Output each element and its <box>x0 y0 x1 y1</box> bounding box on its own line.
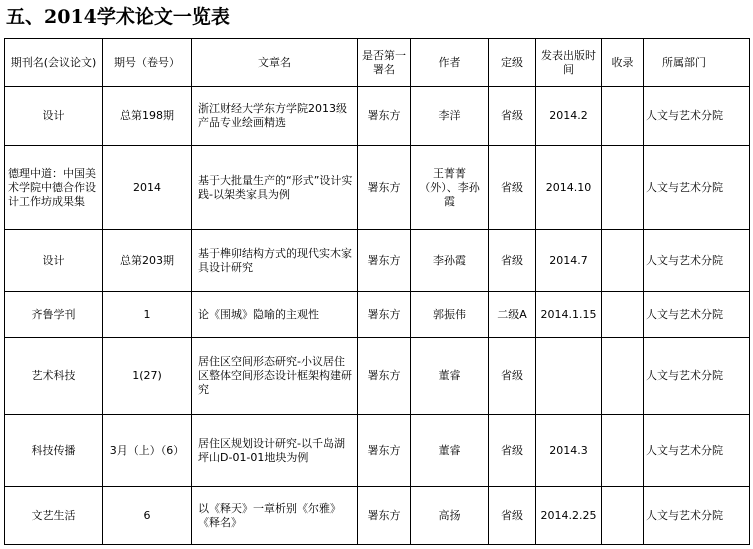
cell-first-signed: 署东方 <box>358 292 411 338</box>
cell-article: 基于榫卯结构方式的现代实木家具设计研究 <box>192 230 358 292</box>
cell-level: 省级 <box>489 87 536 146</box>
cell-issue: 1(27) <box>103 338 192 415</box>
papers-table <box>4 38 750 545</box>
cell-journal: 设计 <box>5 87 103 146</box>
cell-author: 董睿 <box>411 415 489 487</box>
cell-dept: 人文与艺术分院 <box>644 146 750 230</box>
cell-author: 董睿 <box>411 338 489 415</box>
cell-dept: 人文与艺术分院 <box>644 230 750 292</box>
cell-issue: 1 <box>103 292 192 338</box>
cell-level: 省级 <box>489 415 536 487</box>
cell-dept: 人文与艺术分院 <box>644 292 750 338</box>
table-row <box>5 230 750 292</box>
cell-level: 省级 <box>489 230 536 292</box>
cell-article: 以《释天》一章析别《尔雅》《释名》 <box>192 487 358 545</box>
cell-article: 浙江财经大学东方学院2013级产品专业绘画精选 <box>192 87 358 146</box>
header-pub-date: 发表出版时间 <box>536 39 602 87</box>
cell-dept: 人文与艺术分院 <box>644 338 750 415</box>
cell-dept: 人文与艺术分院 <box>644 487 750 545</box>
cell-journal: 设计 <box>5 230 103 292</box>
cell-pub-date: 2014.1.15 <box>536 292 602 338</box>
cell-indexed <box>602 230 644 292</box>
cell-level: 省级 <box>489 338 536 415</box>
cell-author: 郭振伟 <box>411 292 489 338</box>
cell-first-signed: 署东方 <box>358 87 411 146</box>
table-row <box>5 292 750 338</box>
cell-author: 王菁菁（外）、李孙霞 <box>411 146 489 230</box>
cell-first-signed: 署东方 <box>358 487 411 545</box>
header-indexed: 收录 <box>602 39 644 87</box>
cell-issue: 2014 <box>103 146 192 230</box>
cell-indexed <box>602 292 644 338</box>
cell-level: 省级 <box>489 146 536 230</box>
page-title: 五、2014学术论文一览表 <box>6 6 230 28</box>
header-article: 文章名 <box>192 39 358 87</box>
header-author: 作者 <box>411 39 489 87</box>
table-row <box>5 87 750 146</box>
header-level: 定级 <box>489 39 536 87</box>
cell-journal: 齐鲁学刊 <box>5 292 103 338</box>
cell-author: 高扬 <box>411 487 489 545</box>
cell-author: 李洋 <box>411 87 489 146</box>
cell-journal: 科技传播 <box>5 415 103 487</box>
header-row <box>5 39 750 87</box>
cell-article: 论《围城》隐喻的主观性 <box>192 292 358 338</box>
header-issue: 期号（卷号） <box>103 39 192 87</box>
cell-first-signed: 署东方 <box>358 146 411 230</box>
cell-indexed <box>602 146 644 230</box>
cell-article: 居住区空间形态研究-小议居住区整体空间形态设计框架构建研究 <box>192 338 358 415</box>
table-row <box>5 487 750 545</box>
cell-article: 居住区规划设计研究-以千岛湖坪山D-01-01地块为例 <box>192 415 358 487</box>
table-row <box>5 146 750 230</box>
cell-level: 二级A <box>489 292 536 338</box>
cell-indexed <box>602 415 644 487</box>
table-row <box>5 338 750 415</box>
cell-dept: 人文与艺术分院 <box>644 415 750 487</box>
cell-pub-date <box>536 338 602 415</box>
cell-indexed <box>602 87 644 146</box>
cell-pub-date: 2014.10 <box>536 146 602 230</box>
cell-first-signed: 署东方 <box>358 230 411 292</box>
cell-pub-date: 2014.7 <box>536 230 602 292</box>
cell-first-signed: 署东方 <box>358 338 411 415</box>
cell-article: 基于大批量生产的“形式”设计实践-以架类家具为例 <box>192 146 358 230</box>
header-dept: 所属部门 <box>644 39 750 87</box>
cell-pub-date: 2014.2 <box>536 87 602 146</box>
cell-first-signed: 署东方 <box>358 415 411 487</box>
cell-pub-date: 2014.3 <box>536 415 602 487</box>
cell-issue: 3月（上）（6） <box>103 415 192 487</box>
cell-indexed <box>602 487 644 545</box>
cell-journal: 艺术科技 <box>5 338 103 415</box>
cell-pub-date: 2014.2.25 <box>536 487 602 545</box>
header-journal: 期刊名(会议论文) <box>5 39 103 87</box>
cell-dept: 人文与艺术分院 <box>644 87 750 146</box>
cell-journal: 文艺生活 <box>5 487 103 545</box>
cell-issue: 总第198期 <box>103 87 192 146</box>
cell-journal: 德理中道：中国美术学院中德合作设计工作坊成果集 <box>5 146 103 230</box>
header-first-signed: 是否第一署名 <box>358 39 411 87</box>
cell-issue: 总第203期 <box>103 230 192 292</box>
cell-indexed <box>602 338 644 415</box>
cell-issue: 6 <box>103 487 192 545</box>
cell-author: 李孙霞 <box>411 230 489 292</box>
table-row <box>5 415 750 487</box>
cell-level: 省级 <box>489 487 536 545</box>
